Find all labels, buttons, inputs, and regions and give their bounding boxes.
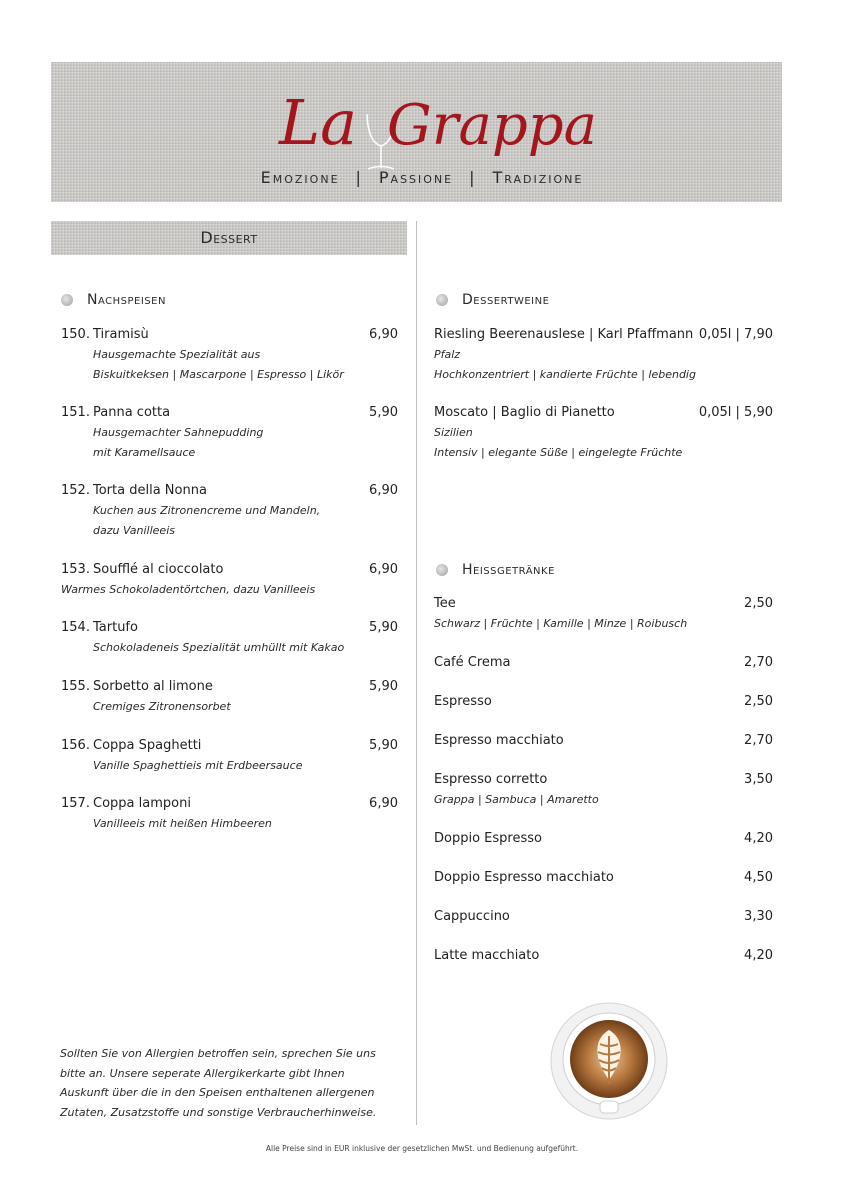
item-description: Schwarz | Früchte | Kamille | Minze | Roibusch [434, 617, 688, 630]
tagline-word: Passione [378, 168, 454, 187]
item-price: 3,50 [744, 772, 773, 787]
item-description: Kuchen aus Zitronencreme und Mandeln, [93, 504, 321, 517]
item-price: 4,20 [744, 948, 773, 963]
drink-item [434, 907, 773, 927]
menu-item [61, 794, 398, 834]
item-name: Sorbetto al limone [93, 679, 213, 694]
item-price: 0,05l | 5,90 [698, 405, 773, 420]
item-description: Hochkonzentriert | kandierte Früchte | lebendig [434, 368, 696, 381]
item-number: 152. [61, 483, 90, 498]
tagline-word: Emozione [260, 168, 340, 187]
item-number: 156. [61, 738, 90, 753]
allergy-note [60, 1044, 405, 1122]
column-divider [416, 221, 417, 1125]
category-heading-dessertweine [436, 289, 549, 311]
item-description: dazu Vanilleeis [93, 524, 175, 537]
item-description: Hausgemachte Spezialität aus [93, 348, 261, 361]
item-description: Warmes Schokoladentörtchen, dazu Vanilleeis [61, 583, 316, 596]
item-price: 2,50 [744, 596, 773, 611]
drink-item [434, 868, 773, 888]
bullet-icon [61, 294, 73, 306]
item-description: Biskuitkeksen | Mascarpone | Espresso | Likör [93, 368, 344, 381]
item-price: 6,90 [369, 562, 398, 577]
item-number: 150. [61, 327, 90, 342]
item-name: Riesling Beerenauslese | Karl Pfaffmann [434, 327, 694, 342]
category-label: Heissgetränke [462, 562, 555, 578]
item-name: Coppa lamponi [93, 796, 191, 811]
wine-item [434, 325, 773, 385]
item-description: Hausgemachter Sahnepudding [93, 426, 264, 439]
item-name: Torta della Nonna [93, 483, 207, 498]
tagline-word: Tradizione [492, 168, 584, 187]
item-description: Schokoladeneis Spezialität umhüllt mit Kakao [93, 641, 345, 654]
item-description: Grappa | Sambuca | Amaretto [434, 793, 599, 806]
item-price: 4,50 [744, 870, 773, 885]
item-price: 5,90 [369, 620, 398, 635]
item-description: Vanille Spaghettieis mit Erdbeersauce [93, 759, 303, 772]
item-description: mit Karamellsauce [93, 446, 196, 459]
item-price: 2,50 [744, 694, 773, 709]
allergy-note-line: Sollten Sie von Allergien betroffen sein, sprechen Sie uns [60, 1047, 376, 1060]
item-price: 5,90 [369, 738, 398, 753]
la-grappa-logo [271, 72, 597, 182]
allergy-note-line: bitte an. Unsere seperate Allergikerkarte gibt Ihnen [60, 1066, 345, 1080]
tagline-separator: | [469, 168, 477, 187]
bullet-icon [436, 564, 448, 576]
menu-item [61, 618, 398, 658]
menu-item [61, 403, 398, 463]
drink-item [434, 946, 773, 966]
item-price: 2,70 [744, 655, 773, 670]
item-number: 151. [61, 405, 90, 420]
item-name: Doppio Espresso [434, 831, 542, 846]
menu-item [61, 677, 398, 717]
item-number: 153. [61, 562, 90, 577]
svg-text:La: La [279, 86, 358, 159]
latte-art-cup-icon [548, 1000, 670, 1122]
menu-item [61, 560, 398, 600]
section-title: Dessert [200, 228, 258, 247]
category-label: Dessertweine [462, 292, 550, 308]
item-price: 3,30 [744, 909, 773, 924]
drink-item [434, 829, 773, 849]
item-name: Espresso macchiato [434, 733, 564, 748]
drink-item [434, 770, 773, 810]
tagline-separator: | [355, 168, 363, 187]
item-region: Pfalz [434, 348, 461, 361]
bullet-icon [436, 294, 448, 306]
category-heading-heissgetraenke [436, 559, 555, 581]
wine-item [434, 403, 773, 463]
category-heading-nachspeisen [61, 289, 166, 311]
drink-item [434, 594, 773, 634]
item-number: 157. [61, 796, 90, 811]
drink-item [434, 653, 773, 673]
allergy-note-line: Zutaten, Zusatzstoffe und sonstige Verbraucherhinweise. [60, 1105, 377, 1119]
item-name: Panna cotta [93, 405, 171, 420]
item-name: Cappuccino [434, 909, 510, 924]
item-description: Cremiges Zitronensorbet [93, 700, 231, 713]
item-name: Tiramisù [93, 327, 149, 342]
item-name: Tee [434, 596, 456, 611]
item-price: 5,90 [369, 679, 398, 694]
section-title-bar [51, 221, 407, 255]
item-region: Sizilien [434, 426, 473, 439]
item-price: 5,90 [369, 405, 398, 420]
item-number: 154. [61, 620, 90, 635]
item-price: 0,05l | 7,90 [698, 327, 773, 342]
category-label: Nachspeisen [87, 292, 166, 308]
item-name: Moscato | Baglio di Pianetto [434, 405, 615, 420]
price-footer: Alle Preise sind in EUR inklusive der gesetzlichen MwSt. und Bedienung aufgeführt. [265, 1144, 579, 1153]
item-price: 6,90 [369, 796, 398, 811]
menu-item [61, 481, 398, 541]
item-name: Tartufo [93, 620, 138, 635]
item-price: 4,20 [744, 831, 773, 846]
item-name: Doppio Espresso macchiato [434, 870, 614, 885]
svg-text:Grappa: Grappa [387, 93, 597, 158]
item-price: 6,90 [369, 483, 398, 498]
drink-item [434, 692, 773, 712]
item-name: Latte macchiato [434, 948, 540, 963]
item-name: Espresso corretto [434, 772, 548, 787]
menu-item [61, 736, 398, 776]
tagline [0, 168, 844, 187]
menu-item [61, 325, 398, 385]
item-name: Soufflé al cioccolato [93, 562, 224, 577]
drink-item [434, 731, 773, 751]
item-name: Coppa Spaghetti [93, 738, 202, 753]
allergy-note-line: Auskunft über die in den Speisen enthaltenen allergenen [60, 1086, 375, 1099]
item-price: 2,70 [744, 733, 773, 748]
item-description: Intensiv | elegante Süße | eingelegte Früchte [434, 446, 683, 459]
item-name: Espresso [434, 694, 492, 709]
item-description: Vanilleeis mit heißen Himbeeren [93, 817, 272, 830]
item-name: Café Crema [434, 655, 511, 670]
item-price: 6,90 [369, 327, 398, 342]
item-number: 155. [61, 679, 90, 694]
